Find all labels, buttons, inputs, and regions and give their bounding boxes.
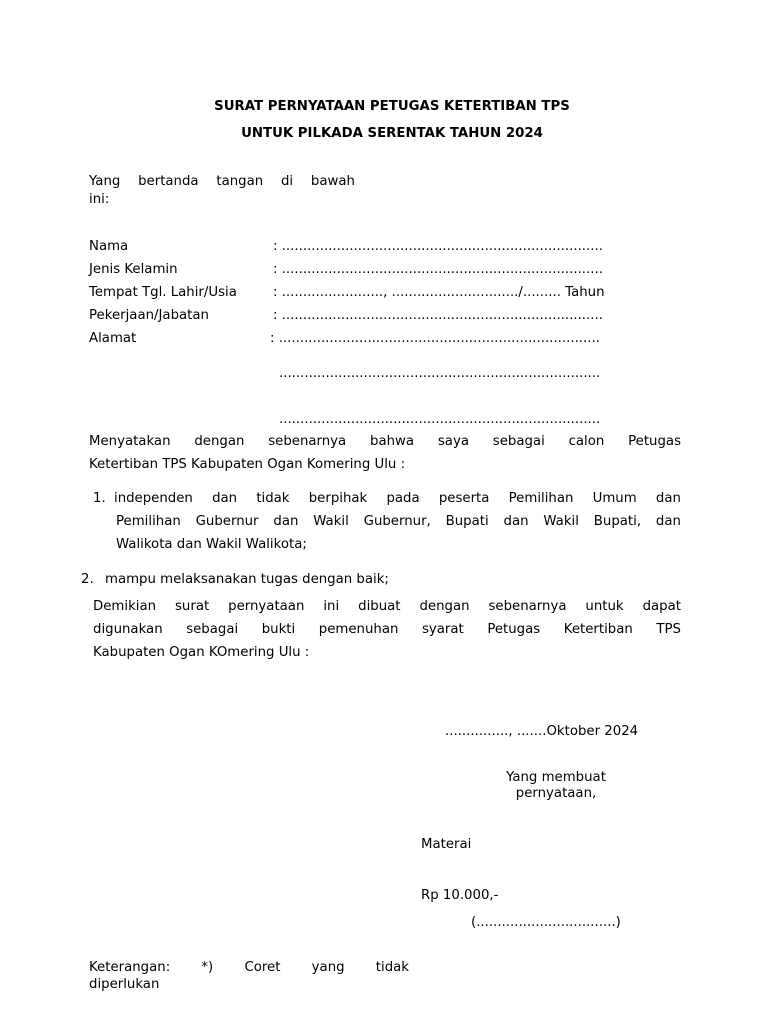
word: Wakil [543, 514, 579, 529]
word: calon [568, 434, 605, 449]
word: peserta [438, 491, 490, 506]
word: Ketertiban [563, 622, 633, 637]
statement-line-1 [89, 434, 681, 449]
word: bukti [261, 622, 296, 637]
word: ini [323, 599, 340, 614]
word: independen [114, 491, 193, 506]
address-extra-line-2: ............................................................................ [279, 412, 601, 427]
field-value-pekerjaan: : ............................................................................ [273, 308, 603, 323]
word: Yang [89, 174, 121, 189]
note-line-1 [89, 960, 409, 975]
signer-line-2: pernyataan, [515, 786, 597, 801]
word: digunakan [93, 622, 163, 637]
word: dan [503, 514, 529, 529]
field-value-nama: : ............................................................................ [273, 239, 603, 254]
intro-line-2: ini: [89, 192, 110, 207]
field-label-jenis-kelamin: Jenis Kelamin [89, 262, 178, 277]
intro-line-1 [89, 174, 355, 189]
document-title-line-2: UNTUK PILKADA SERENTAK TAHUN 2024 [241, 126, 543, 141]
document-title-line-1: SURAT PERNYATAAN PETUGAS KETERTIBAN TPS [214, 99, 570, 114]
word: yang [311, 960, 345, 975]
item-1-line-3: Walikota dan Wakil Walikota; [116, 537, 307, 552]
word: pemenuhan [318, 622, 399, 637]
word: Gubernur [195, 514, 259, 529]
word: TPS [656, 622, 681, 637]
item-1-line-1 [114, 491, 681, 506]
word: Pemilihan [116, 514, 181, 529]
closing-line-1 [93, 599, 681, 614]
word: bertanda [138, 174, 199, 189]
word: Bupati, [593, 514, 642, 529]
word: Menyatakan [89, 434, 171, 449]
word: dengan [194, 434, 245, 449]
item-2-text: mampu melaksanakan tugas dengan baik; [105, 572, 389, 587]
word: dan [655, 514, 681, 529]
word: Umum [592, 491, 637, 506]
word: sebenarnya [488, 599, 567, 614]
word: berpihak [308, 491, 368, 506]
word: bahwa [370, 434, 415, 449]
signature-placeholder: (.................................) [471, 915, 621, 930]
word: dan [212, 491, 238, 506]
date-line: ..............., .......Oktober 2024 [445, 724, 639, 739]
word: *) [201, 960, 214, 975]
word: tidak [256, 491, 290, 506]
word: Pemilihan [508, 491, 574, 506]
word: Coret [244, 960, 281, 975]
field-value-jenis-kelamin: : ............................................................................ [273, 262, 603, 277]
closing-line-3: Kabupaten Ogan KOmering Ulu : [93, 645, 310, 660]
field-value-tempat-tgl-lahir: : ........................, ............................../......... Tahun [273, 285, 605, 300]
statement-line-2: Ketertiban TPS Kabupaten Ogan Komering Ulu : [89, 457, 406, 472]
word: sebenarnya [268, 434, 347, 449]
word: surat [175, 599, 210, 614]
word: Wakil [313, 514, 349, 529]
word: dapat [642, 599, 681, 614]
closing-line-2 [93, 622, 681, 637]
word: Gubernur, [363, 514, 431, 529]
item-2-number: 2. [81, 572, 94, 587]
word: dengan [419, 599, 470, 614]
field-value-alamat: : ............................................................................ [270, 331, 600, 346]
word: Petugas [628, 434, 681, 449]
materai-label: Materai [421, 837, 472, 852]
address-extra-line-1: ............................................................................ [279, 366, 601, 381]
word: sebagai [492, 434, 545, 449]
word: dan [273, 514, 299, 529]
note-line-2: diperlukan [89, 977, 160, 992]
word: bawah [310, 174, 355, 189]
word: Keterangan: [89, 960, 171, 975]
word: sebagai [186, 622, 239, 637]
word: Demikian [93, 599, 157, 614]
item-1-number: 1. [93, 491, 106, 506]
word: saya [437, 434, 469, 449]
word: tangan [216, 174, 264, 189]
word: dan [655, 491, 681, 506]
signer-line-1: Yang membuat [506, 770, 606, 785]
word: pada [386, 491, 420, 506]
word: pernyataan [228, 599, 305, 614]
field-label-pekerjaan: Pekerjaan/Jabatan [89, 308, 209, 323]
materai-price: Rp 10.000,- [421, 888, 499, 903]
word: syarat [421, 622, 464, 637]
word: dibuat [358, 599, 401, 614]
word: Bupati [445, 514, 489, 529]
word: tidak [375, 960, 409, 975]
item-1-line-2 [116, 514, 681, 529]
field-label-tempat-tgl-lahir: Tempat Tgl. Lahir/Usia [89, 285, 237, 300]
word: untuk [585, 599, 624, 614]
word: Petugas [487, 622, 541, 637]
field-label-alamat: Alamat [89, 331, 137, 346]
word: di [280, 174, 294, 189]
field-label-nama: Nama [89, 239, 129, 254]
